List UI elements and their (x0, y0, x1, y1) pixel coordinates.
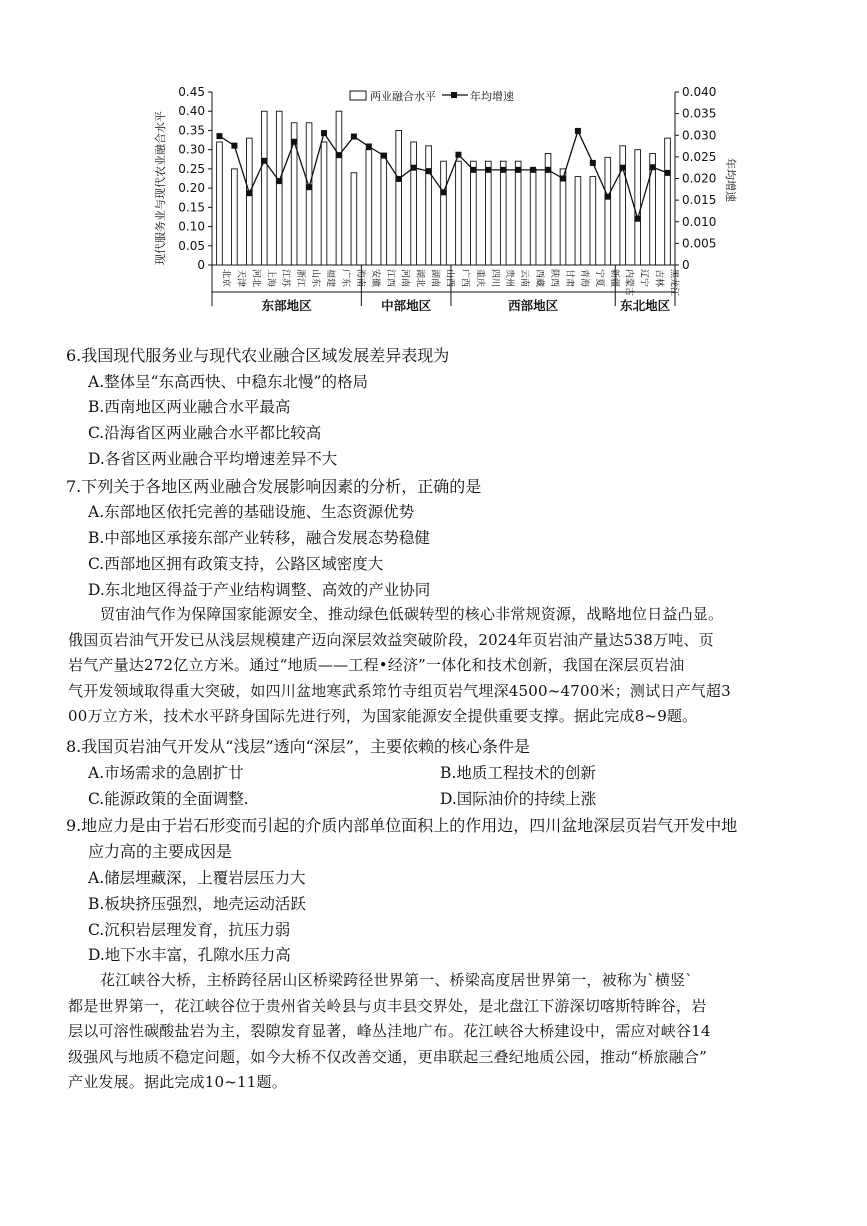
chart (150, 80, 737, 325)
bar-甘肃 (560, 169, 566, 265)
legend-line-label: 年均增速 (470, 90, 514, 103)
bar-北京 (217, 142, 223, 265)
bar-新疆 (605, 157, 611, 265)
y-right-tick-label: 0.005 (682, 236, 717, 251)
chart-legend (350, 89, 514, 103)
x-tick-label-重庆: 重庆 (474, 269, 485, 288)
question-9-option-a[interactable]: A.储层埋藏深，上覆岩层压力大 (88, 869, 306, 887)
y-right-tick-label: 0.030 (682, 128, 717, 143)
x-tick-label-辽宁: 辽宁 (638, 269, 649, 288)
question-9-stem-line1: 9.地应力是由于岩石形变而引起的介质内部单位面积上的作用边，四川盆地深层页岩气开发中地 (66, 816, 738, 835)
y-left-axis-title: 现代服务业与现代农业融合水平 (154, 111, 167, 265)
x-tick-label-江西: 江西 (384, 269, 395, 288)
passage-line: 岩气产量达272亿立方米。通过“地质——工程•经济”一体化和技术创新，我国在深层页岩油 (68, 656, 685, 674)
bar-河北 (247, 138, 253, 265)
x-tick-label-上海: 上海 (265, 269, 276, 288)
passage-huajiang-bridge (68, 968, 803, 1096)
bar-河南 (396, 130, 402, 265)
passage-line: 产业发展。据此完成10~11题。 (68, 1073, 287, 1091)
plot-area (178, 85, 716, 313)
region-group-label: 中部地区 (381, 298, 432, 313)
bar-山东 (306, 123, 312, 265)
y-left-tick-label: 0.45 (178, 85, 205, 99)
growth-point-四川 (485, 167, 491, 173)
bar-宁夏 (590, 177, 596, 265)
passage-line: 贸宙油气作为保障国家能源安全、推动绿色低碳转型的核心非常规资源，战略地位日益凸显。 (100, 605, 724, 623)
x-tick-label-西藏: 西藏 (534, 269, 545, 288)
bar-云南 (515, 161, 521, 265)
bar-西藏 (530, 169, 536, 265)
question-6-option-a[interactable]: A.整体呈“东高西快、中稳东北慢”的格局 (88, 373, 368, 391)
bar-江西 (381, 154, 387, 265)
legend-bar-swatch (350, 91, 366, 100)
bar-四川 (485, 161, 491, 265)
question-9-option-d[interactable]: D.地下水丰富，孔隙水压力高 (88, 946, 291, 964)
y-left-tick-label: 0.30 (178, 142, 205, 157)
x-tick-label-山西: 山西 (444, 269, 455, 288)
bar-天津 (232, 169, 238, 265)
x-tick-label-广东: 广东 (339, 269, 350, 288)
question-6-option-c[interactable]: C.沿海省区两业融合水平都比较高 (88, 424, 322, 442)
x-tick-label-四川: 四川 (489, 269, 500, 288)
legend-bar-label: 两业融合水平 (370, 90, 436, 103)
question-8-option-c[interactable]: C.能源政策的全面调整. (88, 790, 249, 808)
x-tick-label-甘肃: 甘肃 (563, 269, 574, 288)
bar-广东 (336, 111, 342, 265)
x-tick-label-陕西: 陕西 (549, 269, 560, 288)
growth-point-河南 (396, 176, 402, 182)
question-7-option-d[interactable]: D.东北地区得益于产业结构调整、高效的产业协同 (88, 581, 431, 599)
growth-point-海南 (351, 134, 357, 140)
growth-point-江苏 (276, 178, 282, 184)
growth-point-云南 (515, 167, 521, 173)
x-tick-label-湖北: 湖北 (414, 269, 425, 288)
y-right-tick-label: 0.040 (682, 85, 717, 99)
growth-point-山东 (306, 184, 312, 190)
x-tick-label-河北: 河北 (250, 269, 261, 288)
growth-point-黑龙江 (665, 170, 671, 176)
bar-湖北 (411, 142, 417, 265)
growth-point-辽宁 (635, 216, 641, 222)
bar-广西 (456, 161, 462, 265)
x-tick-label-吉林: 吉林 (653, 269, 664, 288)
y-left-tick-label: 0.25 (178, 161, 205, 176)
question-8-option-d[interactable]: D.国际油价的持续上涨 (440, 790, 597, 808)
y-right-tick-label: 0.010 (682, 214, 717, 229)
bar-贵州 (500, 161, 506, 265)
growth-point-上海 (261, 158, 267, 164)
y-right-axis-title: 年均增速 (724, 158, 737, 202)
y-left-tick-label: 0.40 (178, 104, 205, 119)
growth-point-广东 (336, 152, 342, 158)
question-7-option-a[interactable]: A.东部地区依托完善的基础设施、生态资源优势 (88, 503, 415, 521)
passage-line: 级强风与地质不稳定问题，如今大桥不仅改善交通，更串联起三叠纪地质公园，推动“桥旅融合” (68, 1047, 707, 1066)
x-tick-label-广西: 广西 (459, 269, 470, 288)
region-group-label: 西部地区 (508, 298, 559, 313)
question-6-stem: 6.我国现代服务业与现代农业融合区域发展差异表现为 (66, 346, 450, 365)
passage-line: 层以可溶性碳酸盐岩为主，裂隙发育显著，峰丛洼地广布。花江峡谷大桥建设中，需应对峡谷14 (68, 1022, 711, 1040)
bar-安徽 (366, 150, 372, 265)
y-right-tick-label: 0.035 (682, 106, 717, 121)
question-7-stem: 7.下列关于各地区两业融合发展影响因素的分析，正确的是 (66, 477, 482, 496)
x-tick-label-青海: 青海 (578, 269, 589, 288)
x-tick-label-天津: 天津 (235, 269, 246, 288)
bar-辽宁 (635, 150, 641, 265)
growth-point-西藏 (530, 167, 536, 173)
question-9-stem-line2: 应力高的主要成因是 (88, 842, 233, 861)
growth-point-新疆 (605, 194, 611, 200)
growth-point-湖南 (426, 168, 432, 174)
passage-line: 都是世界第一，花江峡谷位于贵州省关岭县与贞丰县交界处，是北盘江下游深切喀斯特眸谷，岩 (68, 996, 707, 1015)
bar-重庆 (471, 161, 477, 265)
growth-point-北京 (216, 133, 222, 139)
growth-point-天津 (231, 143, 237, 149)
question-6-option-d[interactable]: D.各省区两业融合平均增速差异不大 (88, 450, 338, 468)
bar-海南 (351, 173, 357, 265)
passage-line: 俄国页岩油气开发已从浅层规模建产迈向深层效益突破阶段，2024年页岩油产量达538万吨、页 (68, 630, 714, 649)
growth-point-山西 (441, 189, 447, 195)
x-tick-label-河南: 河南 (399, 269, 410, 288)
region-group-label: 东北地区 (620, 298, 671, 313)
y-left-tick-label: 0.20 (178, 181, 205, 196)
bar-江苏 (276, 111, 282, 265)
x-tick-label-黑龙江: 黑龙江 (668, 269, 679, 297)
x-tick-label-福建: 福建 (325, 269, 336, 288)
question-9-option-c[interactable]: C.沉积岩层理发育，抗压力弱 (88, 921, 291, 939)
bar-黑龙江 (665, 138, 671, 265)
x-tick-label-江苏: 江苏 (280, 269, 291, 288)
x-tick-label-云南: 云南 (519, 269, 530, 288)
growth-point-江西 (381, 153, 387, 159)
growth-point-吉林 (650, 164, 656, 170)
growth-point-内蒙古 (620, 165, 626, 171)
x-tick-label-宁夏: 宁夏 (593, 269, 604, 288)
growth-point-安徽 (366, 143, 372, 149)
x-tick-label-安徽: 安徽 (369, 269, 380, 288)
bar-湖南 (426, 146, 432, 265)
y-right-tick-label: 0.015 (682, 193, 717, 208)
y-right-tick-label: 0 (682, 258, 690, 272)
y-left-tick-label: 0.10 (178, 219, 205, 234)
question-7-option-b[interactable]: B.中部地区承接东部产业转移，融合发展态势稳健 (88, 529, 430, 547)
y-left-tick-label: 0.05 (178, 238, 205, 253)
x-tick-label-浙江: 浙江 (295, 269, 306, 288)
passage-line: 00万立方米，技术水平跻身国际先进行列，为国家能源安全提供重要支撑。据此完成8~9题。 (68, 707, 698, 725)
x-tick-label-新疆: 新疆 (608, 269, 619, 288)
passage-line: 气开发领域取得重大突破，如四川盆地寒武系筇竹寺组页岩气埋深4500~4700米；测试日产气超3 (68, 681, 731, 700)
growth-point-河北 (246, 190, 252, 196)
growth-point-甘肃 (560, 176, 566, 182)
growth-point-青海 (575, 128, 581, 134)
bar-上海 (261, 111, 267, 265)
x-tick-label-贵州: 贵州 (504, 269, 515, 288)
passage-shale-gas (68, 602, 803, 730)
growth-point-湖北 (411, 165, 417, 171)
bar-福建 (321, 142, 327, 265)
question-8-stem: 8.我国页岩油气开发从“浅层”透向“深层”，主要依赖的核心条件是 (66, 737, 530, 756)
x-tick-label-北京: 北京 (220, 269, 231, 288)
question-6-option-b[interactable]: B.西南地区两业融合水平最高 (88, 398, 291, 416)
x-tick-label-海南: 海南 (354, 269, 365, 288)
bar-山西 (441, 161, 447, 265)
y-left-tick-label: 0 (197, 258, 205, 272)
question-8-option-a[interactable]: A.市场需求的急剧扩廿 (88, 764, 244, 782)
legend-line-marker (451, 92, 457, 98)
question-7-option-c[interactable]: C.西部地区拥有政策支持，公路区域密度大 (88, 555, 384, 573)
x-tick-label-湖南: 湖南 (429, 269, 440, 288)
growth-point-浙江 (291, 139, 297, 145)
growth-point-贵州 (500, 167, 506, 173)
growth-point-广西 (455, 152, 461, 158)
x-tick-label-山东: 山东 (310, 269, 321, 288)
region-group-label: 东部地区 (261, 298, 312, 313)
bar-内蒙古 (620, 146, 626, 265)
y-right-tick-label: 0.025 (682, 149, 717, 164)
growth-point-福建 (321, 130, 327, 136)
question-8-option-b[interactable]: B.地质工程技术的创新 (440, 764, 596, 782)
question-9-option-b[interactable]: B.板块挤压强烈，地壳运动活跃 (88, 895, 306, 913)
y-right-tick-label: 0.020 (682, 171, 717, 186)
passage-line: 花江峡谷大桥，主桥跨径居山区桥梁跨径世界第一、桥梁高度居世界第一，被称为`横竖` (100, 971, 694, 989)
y-left-tick-label: 0.15 (178, 200, 205, 215)
growth-point-宁夏 (590, 160, 596, 166)
growth-point-陕西 (545, 167, 551, 173)
growth-point-重庆 (470, 167, 476, 173)
bar-青海 (575, 177, 581, 265)
x-tick-label-内蒙古: 内蒙古 (623, 269, 634, 297)
y-left-tick-label: 0.35 (178, 123, 205, 138)
